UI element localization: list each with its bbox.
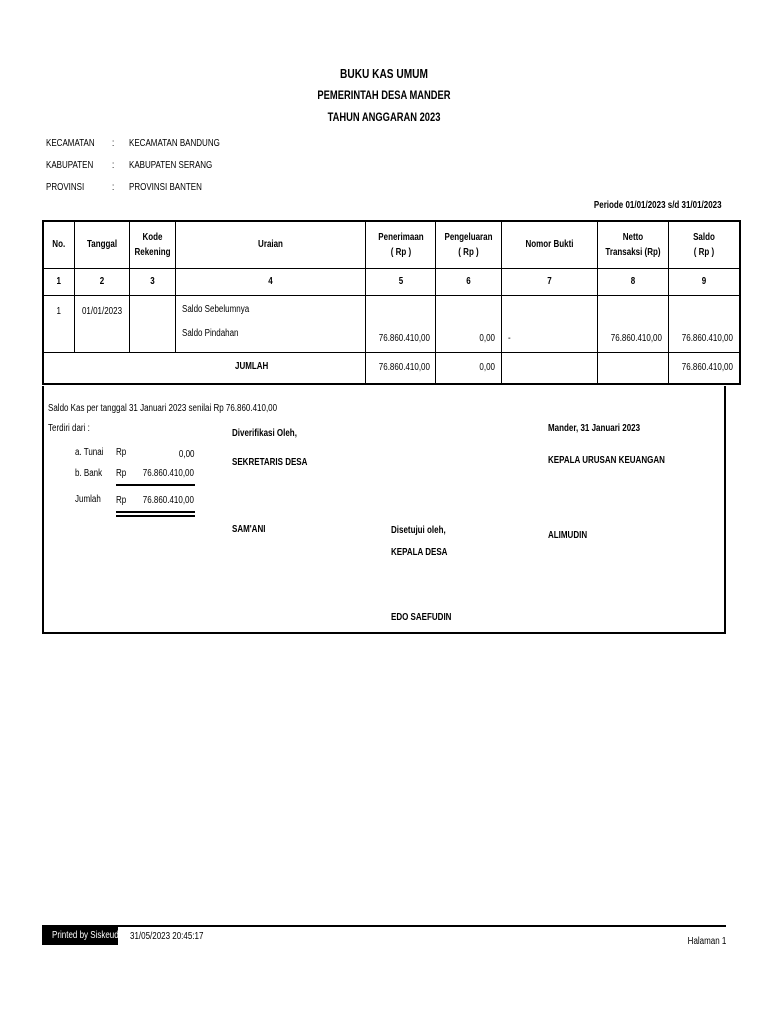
jumlah-penerimaan: 76.860.410,00 xyxy=(378,362,430,374)
row-no: 1 xyxy=(56,305,61,317)
table-header-row xyxy=(43,221,740,268)
total-line-top xyxy=(116,511,195,513)
row-penerimaan: 76.860.410,00 xyxy=(378,332,430,344)
col-header-netto: Netto xyxy=(623,231,644,243)
jumlah-label: JUMLAH xyxy=(235,360,269,372)
bank-currency: Rp xyxy=(116,468,127,479)
info-sep: : xyxy=(112,182,115,193)
jumlah-pengeluaran: 0,00 xyxy=(479,362,496,374)
col-header-tanggal: Tanggal xyxy=(86,239,117,251)
row-uraian-saldo-sebelumnya: Saldo Sebelumnya xyxy=(181,303,249,315)
info-label-provinsi: PROVINSI xyxy=(46,182,85,193)
col-number: 1 xyxy=(56,276,61,287)
col-number: 6 xyxy=(466,276,472,287)
info-value-kecamatan: KECAMATAN BANDUNG xyxy=(129,138,220,149)
printed-by-text: Printed by Siskeudes xyxy=(52,930,128,941)
jumlah-summary-currency: Rp xyxy=(116,495,127,506)
jumlah-saldo: 76.860.410,00 xyxy=(682,362,734,374)
info-value-provinsi: PROVINSI BANTEN xyxy=(129,182,202,193)
row-pengeluaran: 0,00 xyxy=(479,332,496,344)
sekretaris-name: SAM'ANI xyxy=(232,524,266,535)
printed-by-badge xyxy=(42,927,128,945)
jumlah-summary-value: 76.860.410,00 xyxy=(142,495,194,506)
row-tanggal: 01/01/2023 xyxy=(81,305,122,317)
info-label-kabupaten: KABUPATEN xyxy=(46,160,94,171)
col-header-bukti: Nomor Bukti xyxy=(525,239,574,251)
subtotal-line xyxy=(116,484,195,486)
col-number: 3 xyxy=(149,276,155,287)
disetujui-label: Disetujui oleh, xyxy=(391,525,446,536)
jumlah-row xyxy=(43,352,740,384)
tunai-value: 0,00 xyxy=(178,449,194,460)
col-number: 2 xyxy=(99,276,104,287)
kades-title: KEPALA DESA xyxy=(391,547,448,558)
col-header-kode: Kode xyxy=(142,231,163,243)
total-line-bottom xyxy=(116,515,195,517)
kades-name: EDO SAEFUDIN xyxy=(391,612,452,623)
col-header-penerimaan-unit: ( Rp ) xyxy=(390,246,411,258)
diverifikasi-label: Diverifikasi Oleh, xyxy=(232,428,297,439)
col-header-saldo-unit: ( Rp ) xyxy=(694,246,715,258)
report-title: BUKU KAS UMUM xyxy=(340,66,428,81)
column-number-row xyxy=(43,268,740,295)
bank-label: b. Bank xyxy=(75,468,103,479)
table-row xyxy=(43,295,740,352)
report-subtitle-desa: PEMERINTAH DESA MANDER xyxy=(317,88,451,102)
periode-label: Periode 01/01/2023 s/d 31/01/2023 xyxy=(594,200,722,211)
col-number: 5 xyxy=(398,276,403,287)
row-saldo: 76.860.410,00 xyxy=(682,332,734,344)
sekretaris-title: SEKRETARIS DESA xyxy=(232,457,308,468)
tunai-label: a. Tunai xyxy=(75,447,104,458)
col-header-pengeluaran-unit: ( Rp ) xyxy=(458,246,480,258)
tunai-currency: Rp xyxy=(116,447,127,458)
bank-value: 76.860.410,00 xyxy=(142,468,194,479)
col-number: 4 xyxy=(267,276,273,287)
place-date: Mander, 31 Januari 2023 xyxy=(548,423,641,434)
col-number: 8 xyxy=(631,276,636,287)
footer-rule xyxy=(42,925,726,927)
info-sep: : xyxy=(112,138,115,149)
col-header-rekening: Rekening xyxy=(134,246,171,258)
row-uraian-saldo-pindahan: Saldo Pindahan xyxy=(181,327,239,339)
col-header-netto-unit: Transaksi (Rp) xyxy=(605,246,662,258)
report-subtitle-tahun: TAHUN ANGGARAN 2023 xyxy=(327,110,441,124)
row-netto: 76.860.410,00 xyxy=(611,332,663,344)
col-header-pengeluaran: Pengeluaran xyxy=(444,231,493,243)
row-bukti: - xyxy=(508,332,512,344)
info-sep: : xyxy=(112,160,115,171)
page-number: Halaman 1 xyxy=(687,936,726,947)
col-header-penerimaan: Penerimaan xyxy=(377,231,424,243)
col-header-uraian: Uraian xyxy=(257,239,283,251)
kaur-title: KEPALA URUSAN KEUANGAN xyxy=(548,455,665,466)
col-number: 7 xyxy=(547,276,553,287)
info-label-kecamatan: KECAMATAN xyxy=(46,138,95,149)
kaur-name: ALIMUDIN xyxy=(548,530,588,541)
col-number: 9 xyxy=(702,276,707,287)
terdiri-dari-label: Terdiri dari : xyxy=(48,423,90,434)
jumlah-summary-label: Jumlah xyxy=(75,494,101,505)
col-header-saldo: Saldo xyxy=(693,231,716,243)
print-timestamp: 31/05/2023 20:45:17 xyxy=(130,931,204,942)
saldo-summary-text: Saldo Kas per tanggal 31 Januari 2023 senilai Rp 76.860.410,00 xyxy=(48,403,278,414)
col-header-no: No. xyxy=(52,239,66,251)
kas-table xyxy=(42,220,741,385)
info-value-kabupaten: KABUPATEN SERANG xyxy=(129,160,213,171)
